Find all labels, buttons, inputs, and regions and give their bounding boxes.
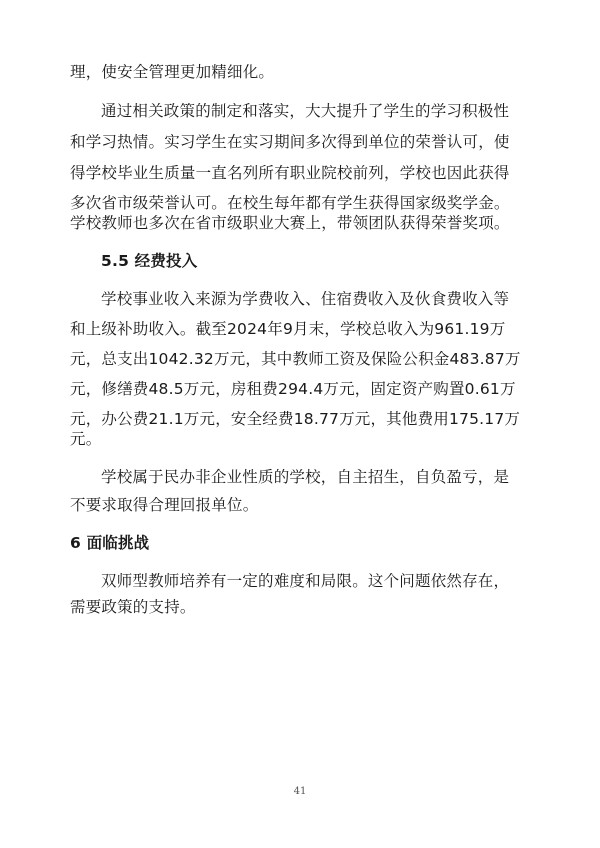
paragraph-line: 和学习热情。实习学生在实习期间多次得到单位的荣誉认可，使 — [70, 133, 510, 151]
paragraph-line: 和上级补助收入。截至2024年9月末，学校总收入为961.19万 — [70, 320, 506, 338]
paragraph-line: 多次省市级荣誉认可。在校生每年都有学生获得国家级奖学金。 — [70, 194, 510, 212]
paragraph-line: 双师型教师培养有一定的难度和局限。这个问题依然存在， — [101, 572, 510, 590]
paragraph-line: 元，修缮费48.5万元，房租费294.4万元，固定资产购置0.61万 — [70, 380, 516, 398]
paragraph-line: 元，总支出1042.32万元，其中教师工资及保险公积金483.87万 — [70, 350, 521, 368]
paragraph-line: 不要求取得合理回报单位。 — [70, 496, 259, 514]
paragraph-line: 元，办公费21.1万元，安全经费18.77万元，其他费用175.17万 — [70, 410, 521, 428]
paragraph-line: 需要政策的支持。 — [70, 598, 196, 616]
paragraph-line: 通过相关政策的制定和落实，大大提升了学生的学习积极性 — [101, 102, 510, 120]
section-heading-5-5: 5.5 经费投入 — [101, 252, 198, 270]
paragraph-line: 元。 — [70, 430, 102, 448]
paragraph-line: 学校教师也多次在省市级职业大赛上，带领团队获得荣誉奖项。 — [70, 214, 510, 232]
section-heading-6: 6 面临挑战 — [70, 534, 150, 552]
paragraph-line: 学校事业收入来源为学费收入、住宿费收入及伙食费收入等 — [101, 290, 510, 308]
paragraph-line: 学校属于民办非企业性质的学校，自主招生，自负盈亏，是 — [101, 468, 510, 486]
page-number: 41 — [293, 786, 307, 797]
paragraph-line: 得学校毕业生质量一直名列所有职业院校前列，学校也因此获得 — [70, 164, 510, 182]
paragraph-line: 理，使安全管理更加精细化。 — [70, 63, 275, 81]
